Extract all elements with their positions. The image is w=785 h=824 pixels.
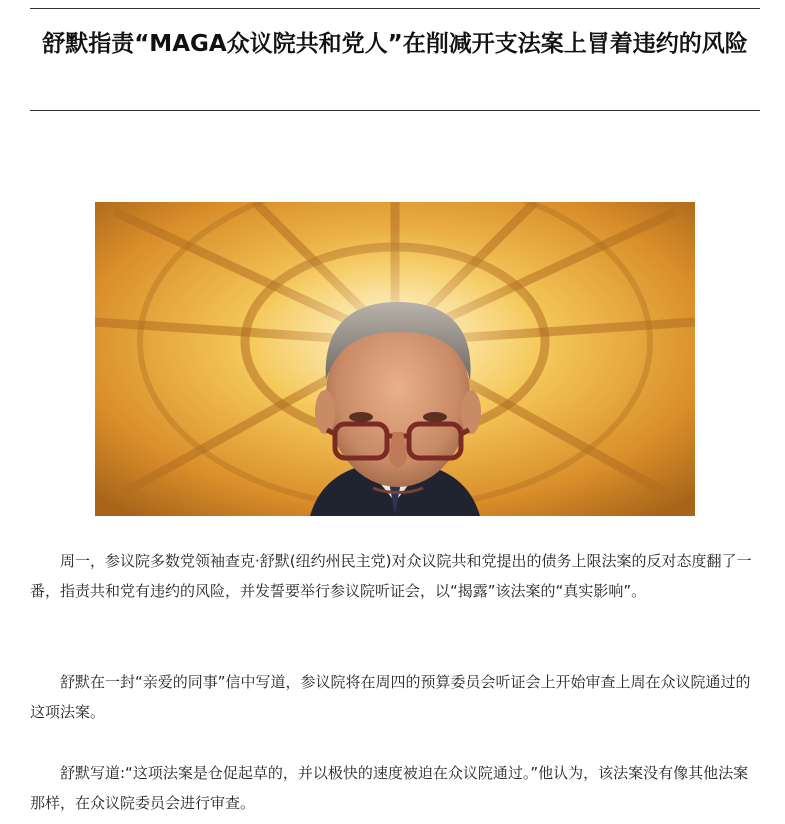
title-bottom-rule bbox=[30, 110, 760, 111]
man-portrait bbox=[310, 302, 481, 516]
article-paragraph-1: 周一，参议院多数党领袖查克·舒默(纽约州民主党)对众议院共和党提出的债务上限法案的反对态度翻了一番，指责共和党有违约的风险，并发誓要举行参议院听证会，以“揭露”该法案的“真实影响”。 bbox=[30, 552, 752, 600]
article-paragraph-3: 舒默写道:“这项法案是仓促起草的，并以极快的速度被迫在众议院通过。”他认为，该法案没有像其他法案那样，在众议院委员会进行审查。 bbox=[30, 764, 749, 812]
article-title: 舒默指责“MAGA众议院共和党人”在削减开支法案上冒着违约的风险 bbox=[42, 31, 748, 57]
title-top-rule bbox=[30, 8, 760, 9]
article-paragraph-2: 舒默在一封“亲爱的同事”信中写道，参议院将在周四的预算委员会听证会上开始审查上周在众议院通过的这项法案。 bbox=[30, 673, 751, 721]
article-photo bbox=[95, 202, 695, 516]
